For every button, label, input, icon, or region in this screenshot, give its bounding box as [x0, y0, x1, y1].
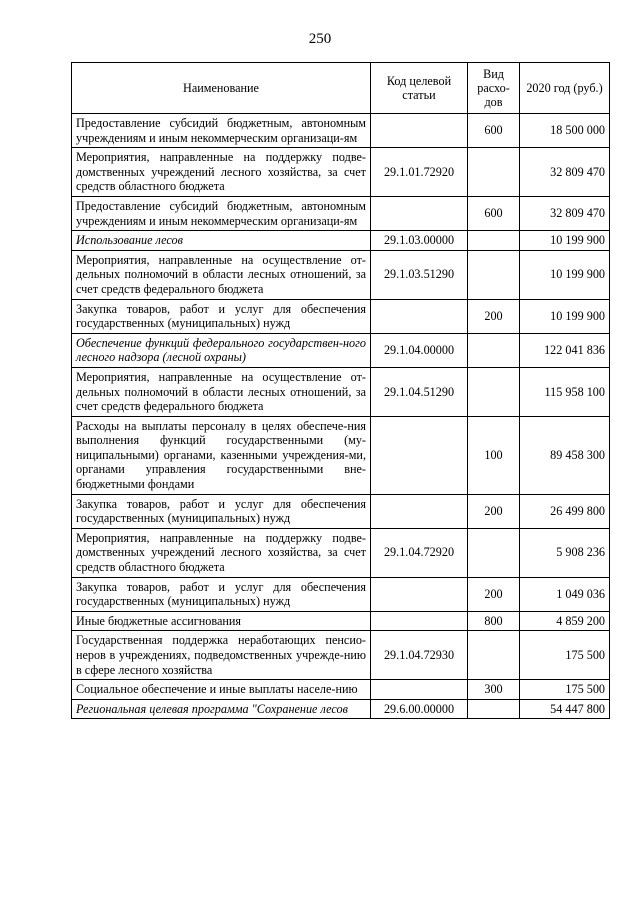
table-row — [72, 367, 610, 416]
row-code: 29.1.03.00000 — [371, 231, 468, 251]
row-type: 200 — [468, 577, 520, 611]
table-row — [72, 416, 610, 494]
table-row — [72, 611, 610, 631]
row-amount: 54 447 800 — [520, 699, 610, 719]
row-name: Социальное обеспечение и иные выплаты населе-нию — [72, 680, 371, 700]
row-type — [468, 528, 520, 577]
table-row — [72, 577, 610, 611]
row-amount: 115 958 100 — [520, 367, 610, 416]
row-code: 29.1.04.51290 — [371, 367, 468, 416]
row-name: Мероприятия, направленные на осуществление от-дельных полномочий в области лесных отношений, за счет средств федерального бюджета — [72, 250, 371, 299]
table-row — [72, 631, 610, 680]
row-amount: 122 041 836 — [520, 333, 610, 367]
row-type — [468, 699, 520, 719]
row-code — [371, 196, 468, 230]
row-code — [371, 416, 468, 494]
row-code: 29.1.01.72920 — [371, 148, 468, 197]
table-row — [72, 680, 610, 700]
row-code: 29.1.04.72920 — [371, 528, 468, 577]
table-row — [72, 494, 610, 528]
row-amount: 18 500 000 — [520, 114, 610, 148]
table-row — [72, 299, 610, 333]
row-amount: 10 199 900 — [520, 231, 610, 251]
row-name: Мероприятия, направленные на осуществление от-дельных полномочий в области лесных отношений, за счет средств федерального бюджета — [72, 367, 371, 416]
table-row — [72, 699, 610, 719]
header-code: Код целевой статьи — [371, 63, 468, 114]
row-type: 200 — [468, 494, 520, 528]
row-amount: 32 809 470 — [520, 148, 610, 197]
row-name: Иные бюджетные ассигнования — [72, 611, 371, 631]
row-amount: 26 499 800 — [520, 494, 610, 528]
row-amount: 4 859 200 — [520, 611, 610, 631]
row-code — [371, 577, 468, 611]
row-code — [371, 494, 468, 528]
row-type: 600 — [468, 114, 520, 148]
row-name: Региональная целевая программа "Сохранение лесов — [72, 699, 371, 719]
row-name: Мероприятия, направленные на поддержку подве-домственных учреждений лесного хозяйства, за счет средств областного бюджета — [72, 528, 371, 577]
row-name: Предоставление субсидий бюджетным, автономным учреждениям и иным некоммерческим организаци-ям — [72, 114, 371, 148]
table-row — [72, 333, 610, 367]
row-type: 600 — [468, 196, 520, 230]
table-row — [72, 231, 610, 251]
row-type — [468, 631, 520, 680]
row-code — [371, 680, 468, 700]
header-type: Вид расхо-дов — [468, 63, 520, 114]
row-amount: 10 199 900 — [520, 250, 610, 299]
row-code: 29.1.03.51290 — [371, 250, 468, 299]
table-row — [72, 528, 610, 577]
row-amount: 175 500 — [520, 631, 610, 680]
row-type — [468, 367, 520, 416]
row-type: 300 — [468, 680, 520, 700]
row-name: Закупка товаров, работ и услуг для обеспечения государственных (муниципальных) нужд — [72, 577, 371, 611]
row-type: 100 — [468, 416, 520, 494]
row-name: Предоставление субсидий бюджетным, автономным учреждениям и иным некоммерческим организаци-ям — [72, 196, 371, 230]
row-type — [468, 148, 520, 197]
row-name: Использование лесов — [72, 231, 371, 251]
row-name: Закупка товаров, работ и услуг для обеспечения государственных (муниципальных) нужд — [72, 299, 371, 333]
table-row — [72, 114, 610, 148]
table-header-row — [72, 63, 610, 114]
table-row — [72, 250, 610, 299]
row-amount: 5 908 236 — [520, 528, 610, 577]
row-amount: 32 809 470 — [520, 196, 610, 230]
row-type: 200 — [468, 299, 520, 333]
row-code — [371, 611, 468, 631]
row-name: Мероприятия, направленные на поддержку подве-домственных учреждений лесного хозяйства, за счет средств областного бюджета — [72, 148, 371, 197]
row-name: Расходы на выплаты персоналу в целях обеспече-ния выполнения функций государственными (му-ниципальными) органами, казенными учреждения-ми, органами управления государственными вне-бюджетными фондами — [72, 416, 371, 494]
row-code: 29.1.04.00000 — [371, 333, 468, 367]
header-name: Наименование — [72, 63, 371, 114]
row-amount: 1 049 036 — [520, 577, 610, 611]
row-type — [468, 231, 520, 251]
row-name: Государственная поддержка неработающих пенсио-неров в учреждениях, подведомственных учрежде-нию в сфере лесного хозяйства — [72, 631, 371, 680]
row-type — [468, 250, 520, 299]
row-name: Закупка товаров, работ и услуг для обеспечения государственных (муниципальных) нужд — [72, 494, 371, 528]
row-code: 29.6.00.00000 — [371, 699, 468, 719]
row-type — [468, 333, 520, 367]
budget-table — [71, 62, 610, 719]
row-code: 29.1.04.72930 — [371, 631, 468, 680]
row-type: 800 — [468, 611, 520, 631]
row-code — [371, 299, 468, 333]
row-amount: 175 500 — [520, 680, 610, 700]
table-row — [72, 196, 610, 230]
row-amount: 89 458 300 — [520, 416, 610, 494]
row-name: Обеспечение функций федерального государствен-ного лесного надзора (лесной охраны) — [72, 333, 371, 367]
row-amount: 10 199 900 — [520, 299, 610, 333]
header-amount: 2020 год (руб.) — [520, 63, 610, 114]
row-code — [371, 114, 468, 148]
page-number: 250 — [308, 31, 332, 47]
table-row — [72, 148, 610, 197]
